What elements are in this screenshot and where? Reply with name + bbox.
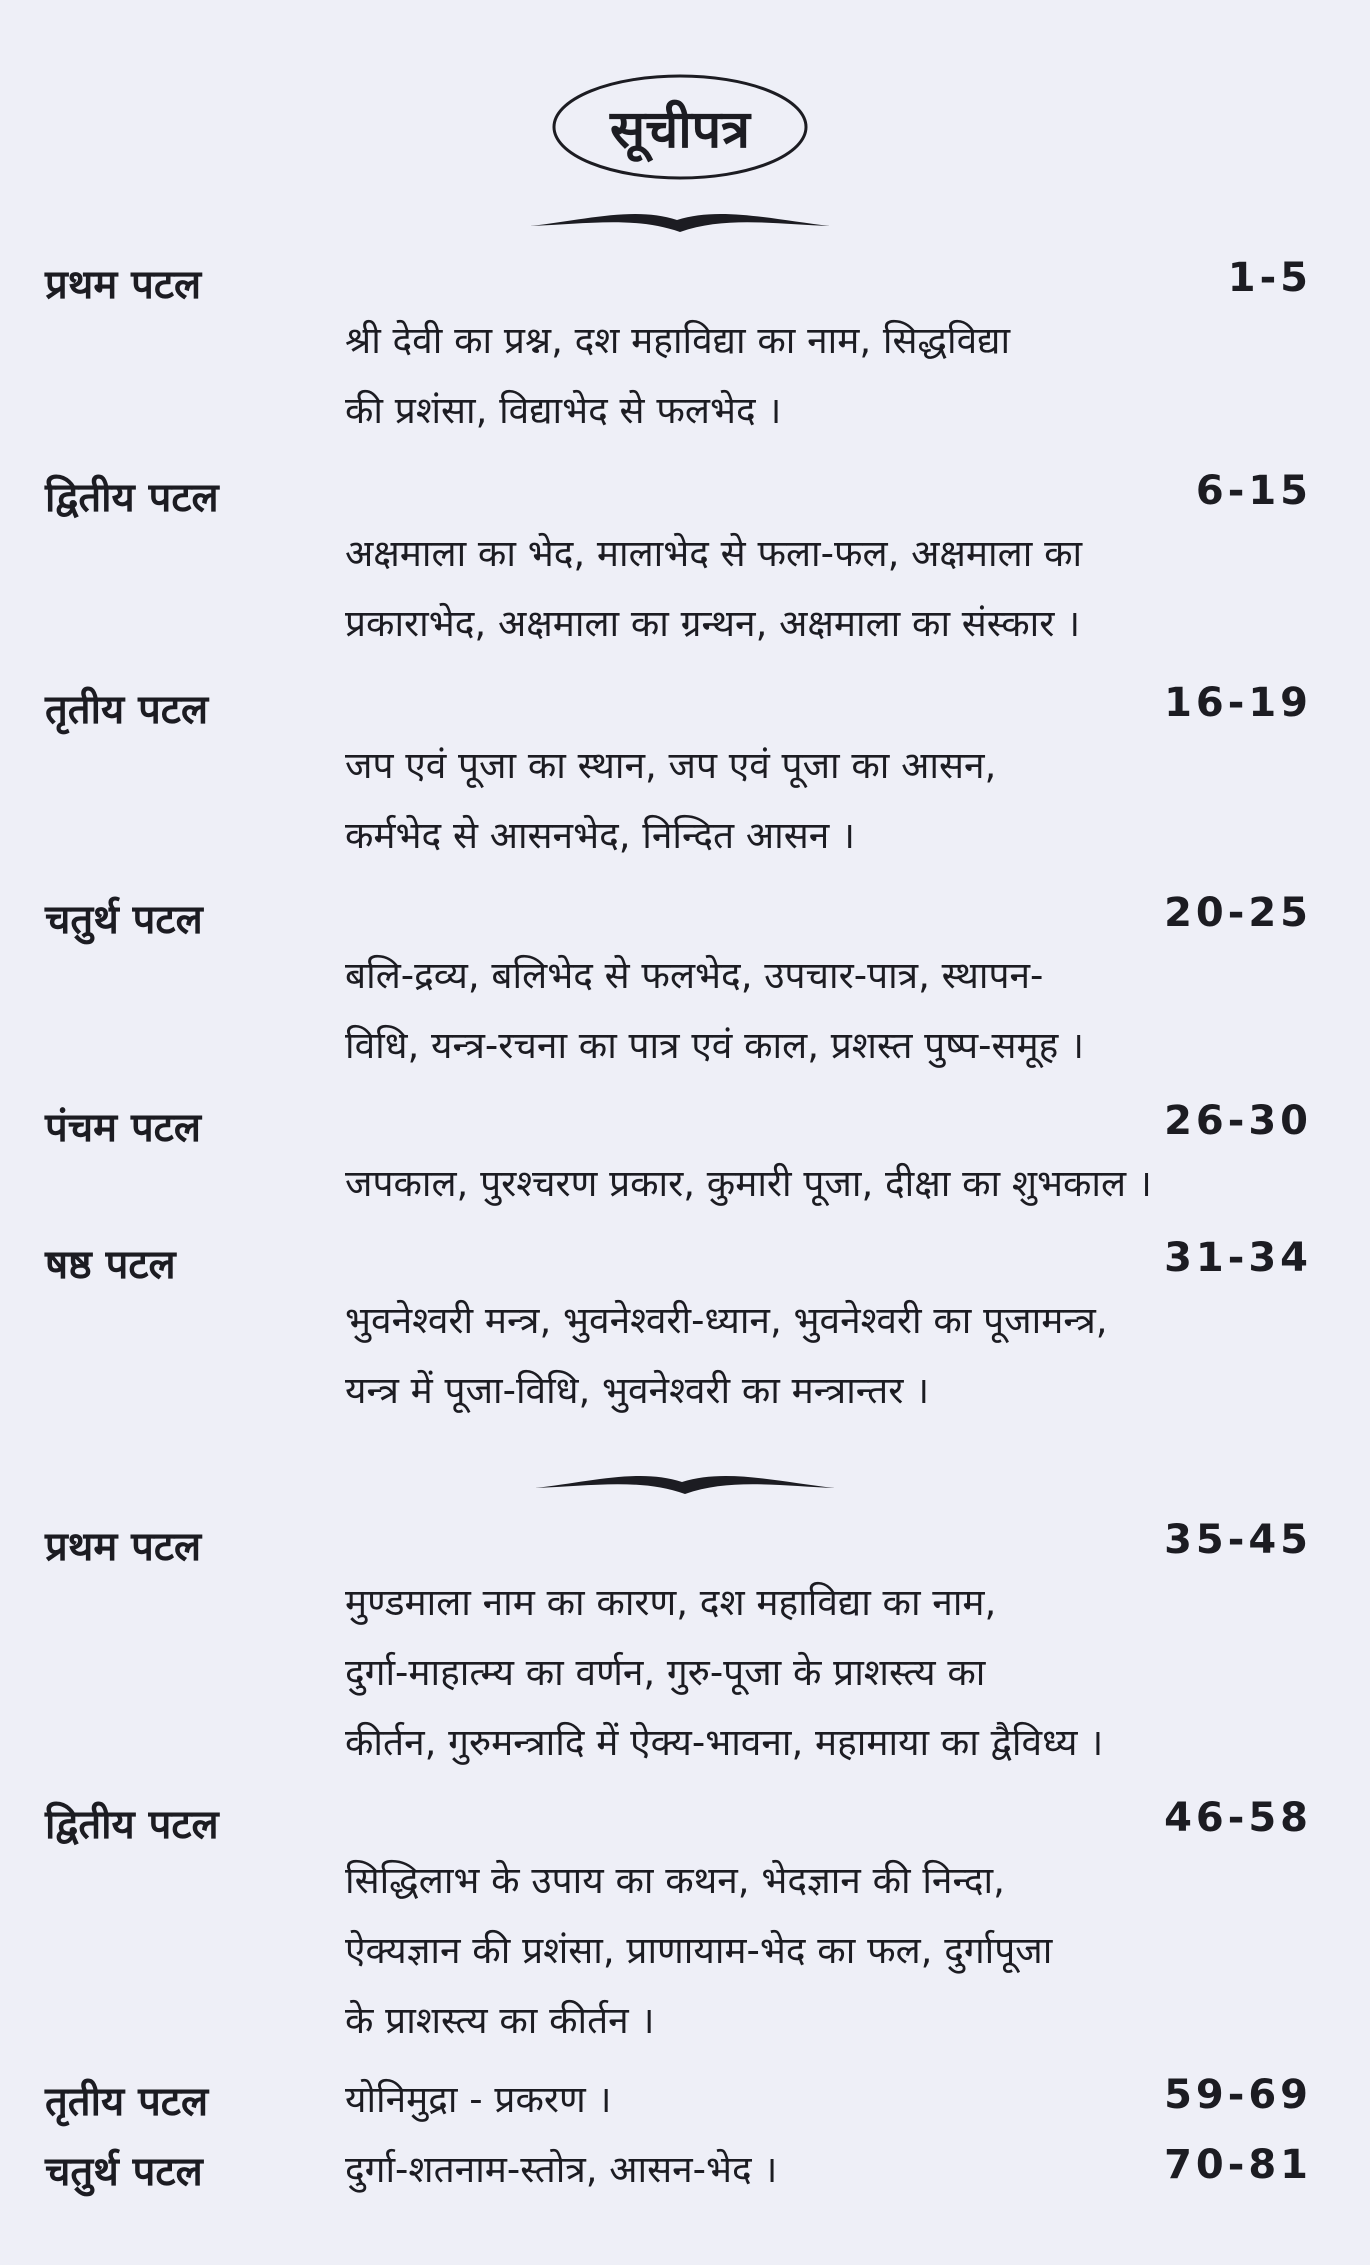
page-range: 26-30 (1164, 1098, 1312, 1144)
chapter-name: तृतीय पटल (45, 687, 209, 733)
description-line: जपकाल, पुरश्चरण प्रकार, कुमारी पूजा, दीक्षा का शुभकाल । (345, 1162, 1152, 1205)
description-line: के प्राशस्त्य का कीर्तन । (345, 1999, 655, 2042)
description-line: श्री देवी का प्रश्न, दश महाविद्या का नाम, सिद्धविद्या (345, 319, 1011, 362)
chapter-description (345, 1149, 1170, 1219)
chapter-description (345, 731, 1170, 871)
chapter-description: योनिमुद्रा - प्रकरण । (345, 2078, 612, 2121)
middle-ornament (530, 1462, 840, 1498)
top-ornament (525, 200, 835, 236)
chapter-description (345, 1846, 1170, 2056)
description-line: दुर्गा-माहात्म्य का वर्णन, गुरु-पूजा के प्राशस्त्य का (345, 1651, 986, 1694)
chapter-name: द्वितीय पटल (45, 475, 219, 521)
page-range: 6-15 (1195, 468, 1312, 514)
page-range: 1-5 (1227, 255, 1312, 301)
chapter-name: षष्ठ पटल (45, 1242, 176, 1288)
description-line: अक्षमाला का भेद, मालाभेद से फला-फल, अक्षमाला का (345, 532, 1083, 575)
description-line: कीर्तन, गुरुमन्त्रादि में ऐक्य-भावना, महामाया का द्वैविध्य । (345, 1721, 1104, 1764)
page-range: 70-81 (1164, 2142, 1312, 2188)
page-range: 46-58 (1164, 1795, 1312, 1841)
page-title: सूचीपत्र (610, 100, 750, 160)
page-range: 59-69 (1164, 2072, 1312, 2118)
chapter-description: दुर्गा-शतनाम-स्तोत्र, आसन-भेद । (345, 2148, 778, 2191)
page-range: 16-19 (1164, 680, 1312, 726)
page-range: 35-45 (1164, 1517, 1312, 1563)
description-line: की प्रशंसा, विद्याभेद से फलभेद । (345, 389, 782, 432)
title-cartouche (550, 70, 810, 185)
description-line: भुवनेश्वरी मन्त्र, भुवनेश्वरी-ध्यान, भुवनेश्वरी का पूजामन्त्र, (345, 1299, 1108, 1342)
chapter-name: प्रथम पटल (45, 262, 202, 308)
chapter-name: पंचम पटल (45, 1105, 201, 1151)
description-line: कर्मभेद से आसनभेद, निन्दित आसन । (345, 814, 856, 857)
chapter-description (345, 1286, 1170, 1426)
description-line: जप एवं पूजा का स्थान, जप एवं पूजा का आसन, (345, 744, 997, 787)
chapter-description (345, 941, 1170, 1081)
description-line: विधि, यन्त्र-रचना का पात्र एवं काल, प्रशस्त पुष्प-समूह । (345, 1024, 1085, 1067)
chapter-description (345, 519, 1170, 659)
chapter-name: चतुर्थ पटल (45, 897, 203, 943)
chapter-description (345, 306, 1170, 446)
description-line: यन्त्र में पूजा-विधि, भुवनेश्वरी का मन्त्रान्तर । (345, 1369, 930, 1412)
description-line: प्रकाराभेद, अक्षमाला का ग्रन्थन, अक्षमाला का संस्कार । (345, 602, 1081, 645)
description-line: सिद्धिलाभ के उपाय का कथन, भेदज्ञान की निन्दा, (345, 1859, 1005, 1902)
description-line: मुण्डमाला नाम का कारण, दश महाविद्या का नाम, (345, 1581, 997, 1624)
chapter-description (345, 1568, 1170, 1778)
page-range: 20-25 (1164, 890, 1312, 936)
chapter-name: चतुर्थ पटल (45, 2149, 203, 2195)
chapter-name: प्रथम पटल (45, 1524, 202, 1570)
page-range: 31-34 (1164, 1235, 1312, 1281)
description-line: ऐक्यज्ञान की प्रशंसा, प्राणायाम-भेद का फल, दुर्गापूजा (345, 1929, 1053, 1972)
chapter-name: द्वितीय पटल (45, 1802, 219, 1848)
description-line: बलि-द्रव्य, बलिभेद से फलभेद, उपचार-पात्र, स्थापन- (345, 954, 1044, 997)
chapter-name: तृतीय पटल (45, 2079, 209, 2125)
